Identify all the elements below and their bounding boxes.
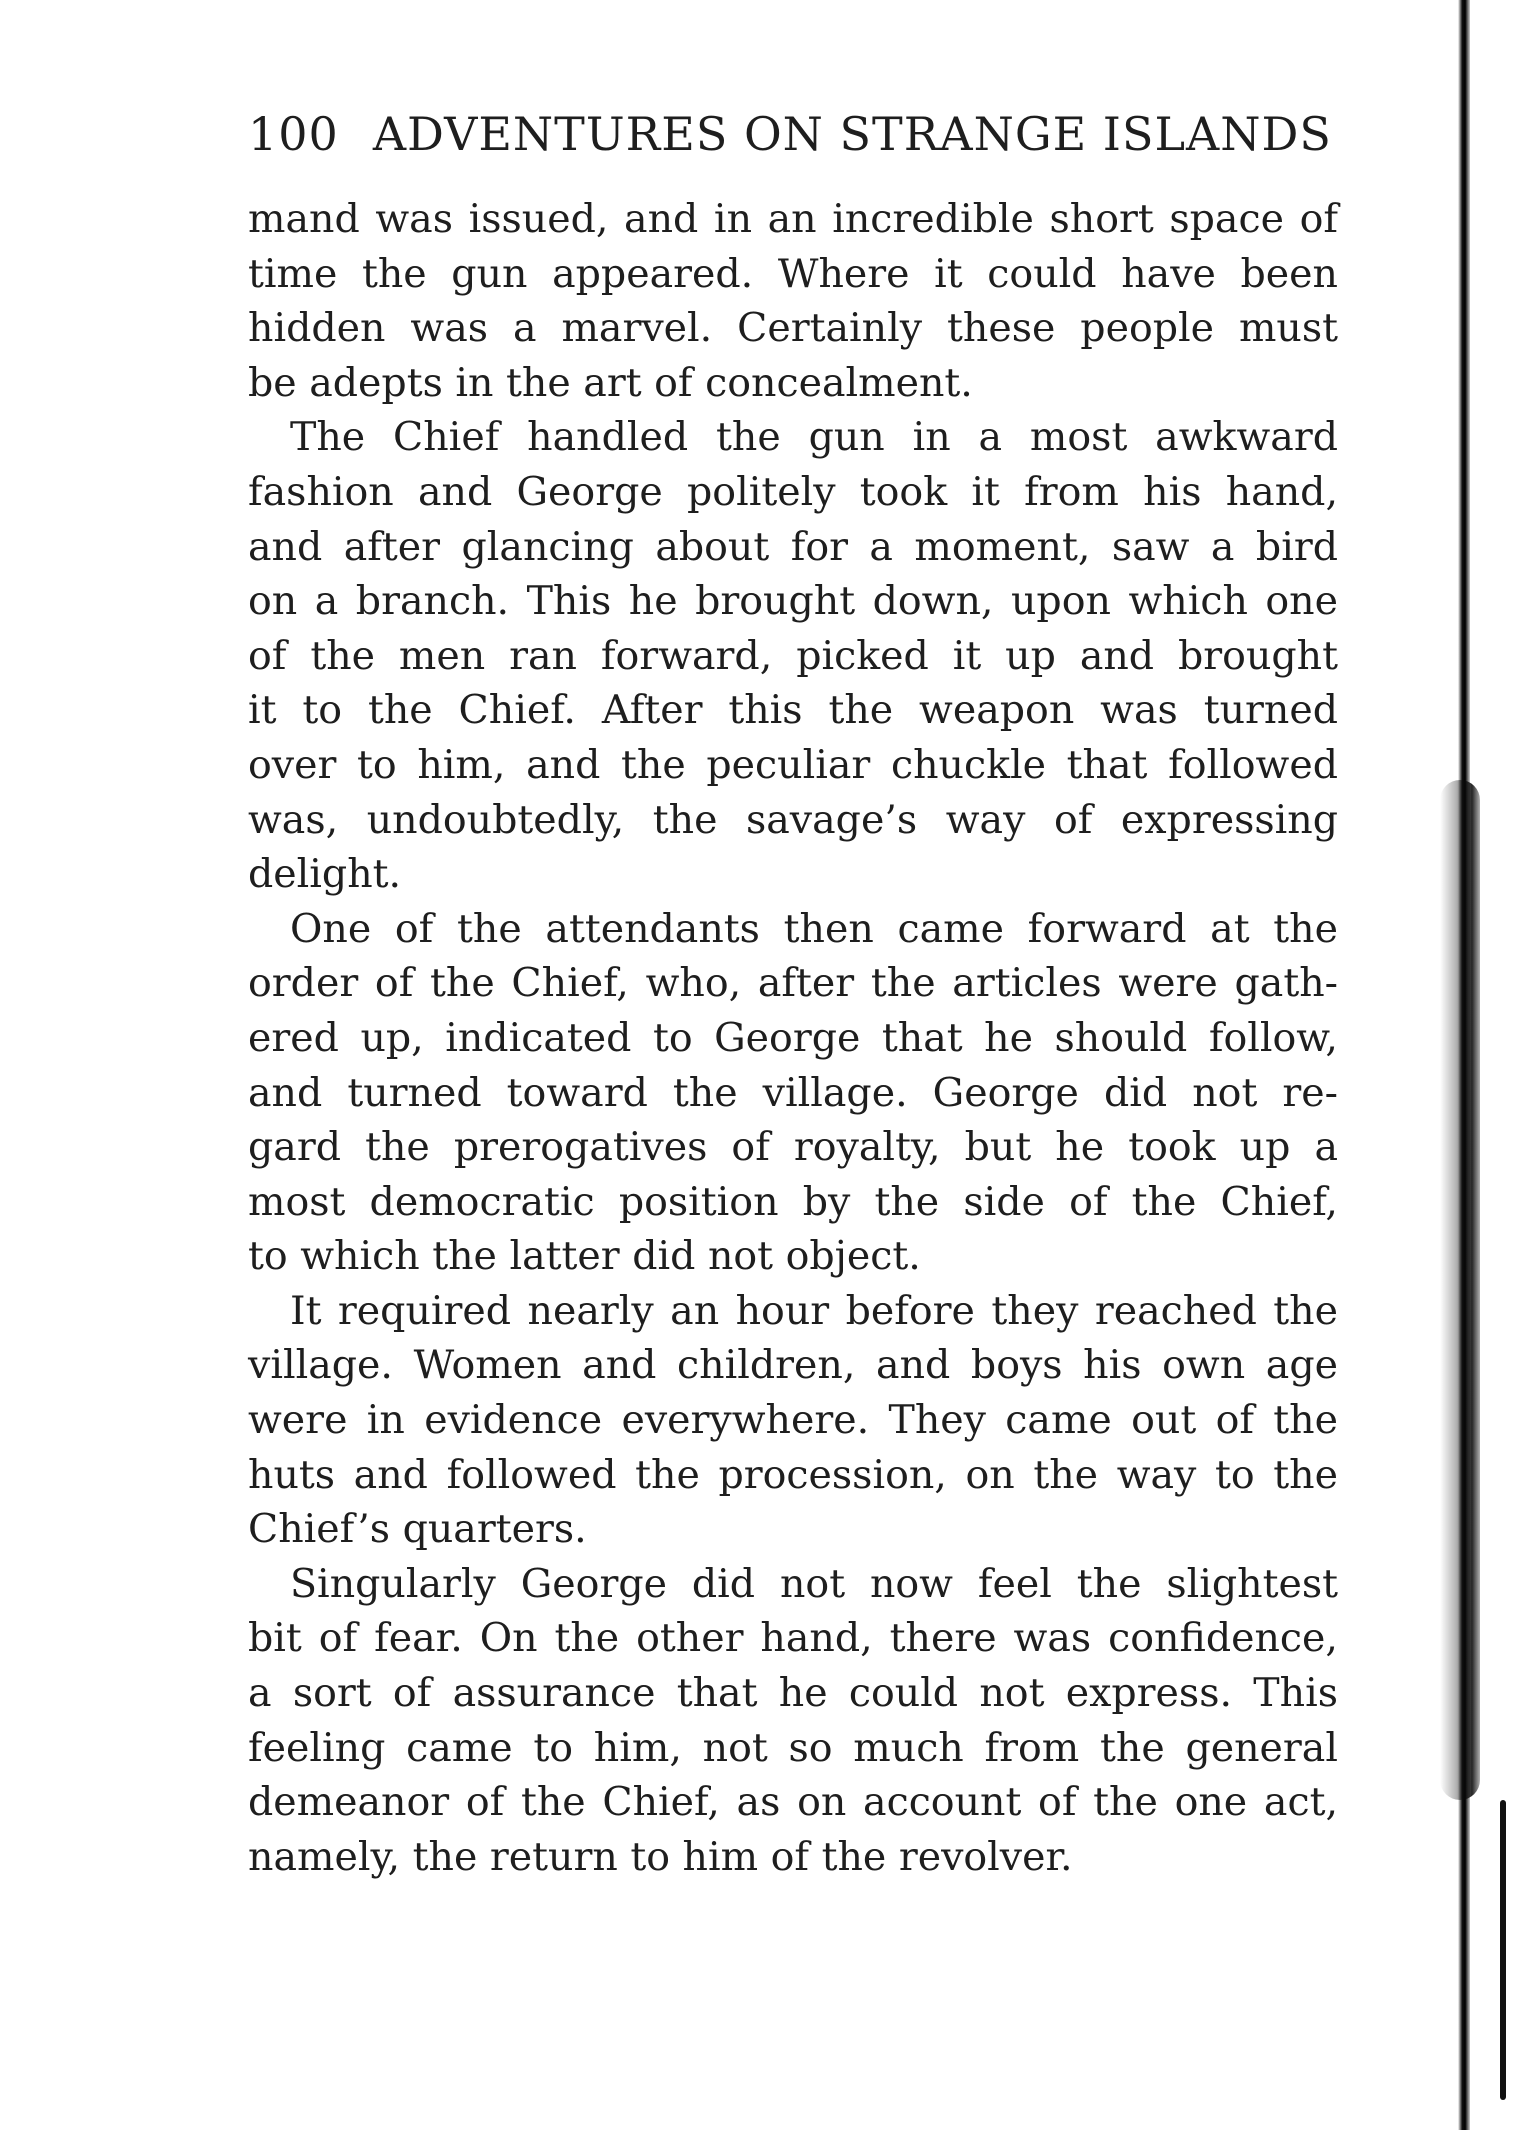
paragraph: [248, 1557, 1338, 1885]
text-line: a sort of assurance that he could not express. This: [248, 1670, 1338, 1717]
text-line: It required nearly an hour before they reached the: [290, 1287, 1338, 1334]
text-line: it to the Chief. After this the weapon was turned: [248, 687, 1338, 734]
text-line: on a branch. This he brought down, upon which one: [248, 578, 1338, 625]
binding-shadow: [1440, 780, 1480, 1800]
text-line: Chief’s quarters.: [248, 1506, 587, 1553]
paragraph: [248, 192, 1338, 410]
text-line: feeling came to him, not so much from the general: [248, 1724, 1338, 1771]
text-line: The Chief handled the gun in a most awkward: [290, 414, 1338, 461]
text-line: over to him, and the peculiar chuckle that followed: [248, 741, 1338, 788]
text-line: was, undoubtedly, the savage’s way of expressing: [248, 796, 1338, 843]
text-line: of the men ran forward, picked it up and brought: [248, 632, 1338, 679]
page-number: 100: [248, 107, 339, 161]
text-line: hidden was a marvel. Certainly these people must: [248, 305, 1338, 352]
text-line: and turned toward the village. George did not re-: [248, 1069, 1338, 1116]
running-title: ADVENTURES ON STRANGE ISLANDS: [372, 107, 1332, 161]
text-line: demeanor of the Chief, as on account of the one act,: [248, 1779, 1338, 1826]
binding-edge-lower: [1500, 1800, 1506, 2100]
paragraph: [248, 1284, 1338, 1557]
text-line: to which the latter did not object.: [248, 1233, 921, 1280]
text-line: mand was issued, and in an incredible short space of: [248, 196, 1338, 242]
text-line: huts and followed the procession, on the way to the: [248, 1451, 1338, 1498]
text-line: ered up, indicated to George that he should follow,: [248, 1014, 1338, 1061]
text-line: be adepts in the art of concealment.: [248, 359, 973, 406]
paragraph: [248, 410, 1338, 901]
text-line: time the gun appeared. Where it could have been: [248, 250, 1338, 297]
text-line: and after glancing about for a moment, saw a bird: [248, 523, 1338, 570]
running-head: [248, 104, 1338, 164]
text-line: order of the Chief, who, after the articles were gath-: [248, 960, 1338, 1007]
text-line: most democratic position by the side of the Chief,: [248, 1178, 1338, 1225]
text-line: gard the prerogatives of royalty, but he took up a: [248, 1124, 1338, 1171]
text-line: bit of fear. On the other hand, there was confidence,: [248, 1615, 1338, 1662]
paragraph: [248, 902, 1338, 1284]
text-line: namely, the return to him of the revolver.: [248, 1833, 1073, 1880]
text-line: fashion and George politely took it from his hand,: [248, 468, 1338, 515]
body-text: [248, 192, 1338, 1884]
text-line: Singularly George did not now feel the slightest: [290, 1560, 1338, 1607]
text-line: delight.: [248, 851, 402, 898]
text-line: One of the attendants then came forward at the: [290, 905, 1338, 952]
text-line: village. Women and children, and boys his own age: [248, 1342, 1338, 1389]
text-line: were in evidence everywhere. They came out of the: [248, 1397, 1338, 1444]
